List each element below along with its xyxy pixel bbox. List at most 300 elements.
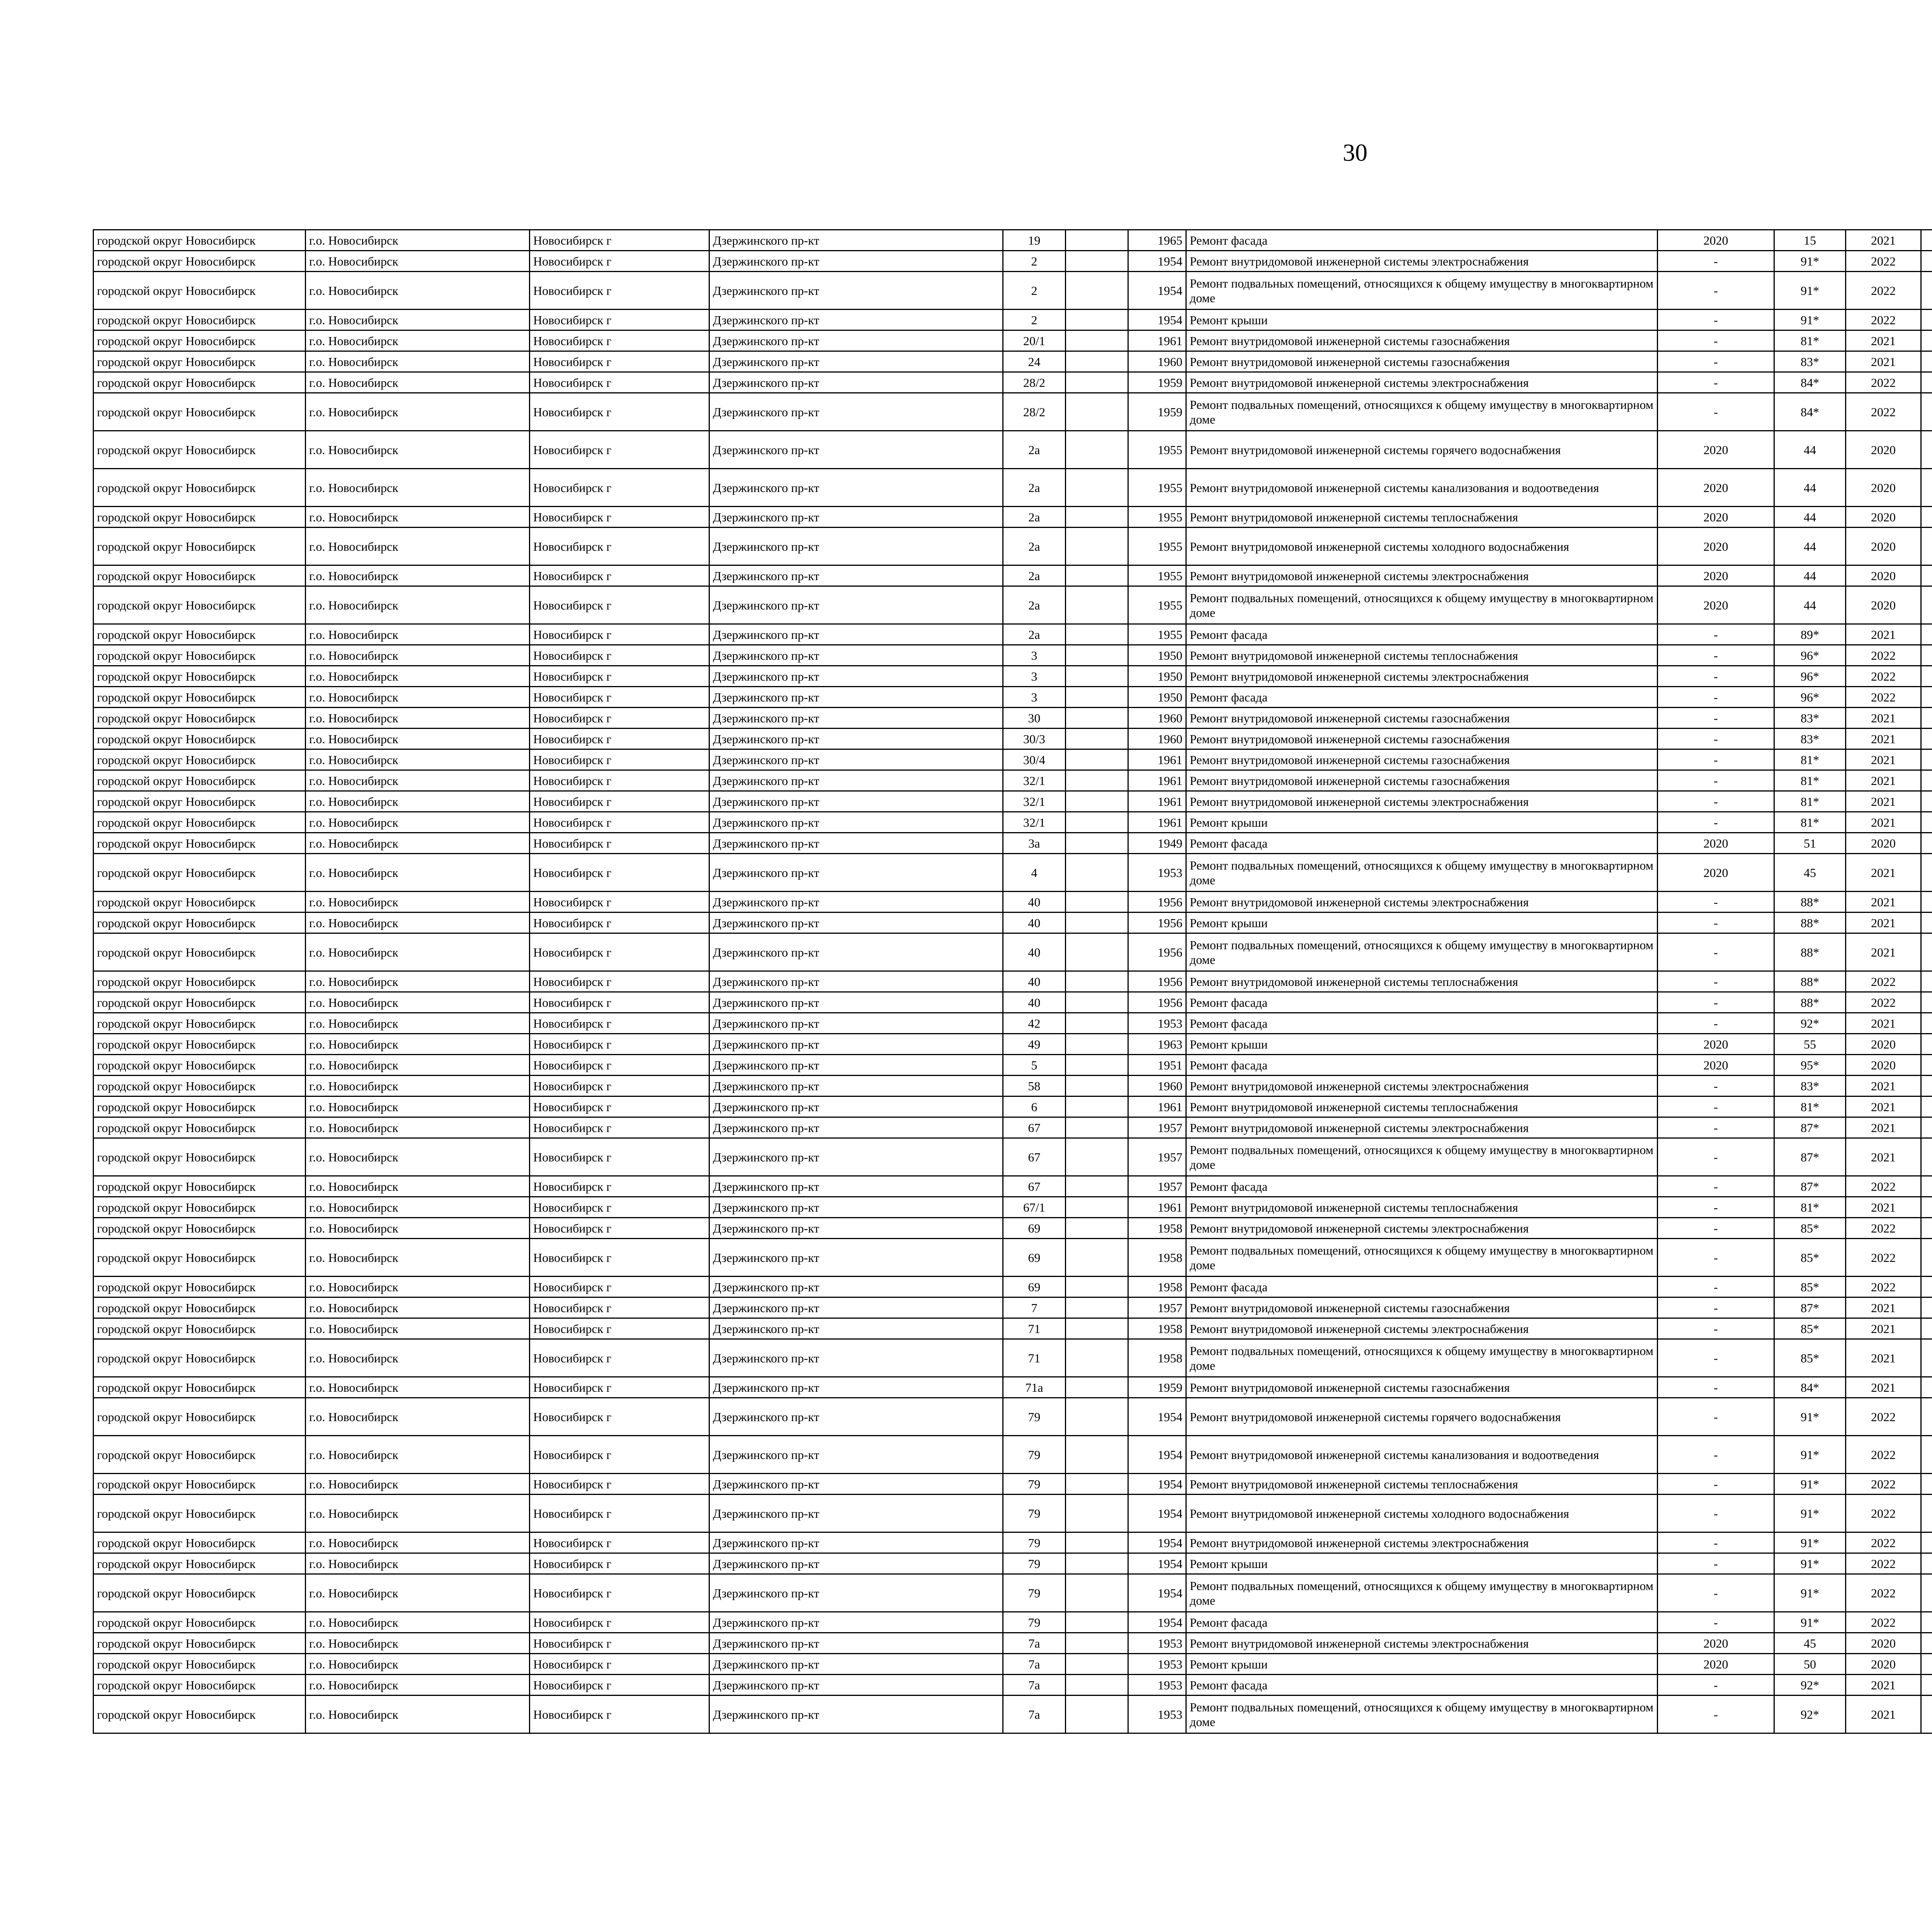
cell-start-year: 2022 xyxy=(1846,310,1921,330)
cell-build-year: 1957 xyxy=(1128,1176,1186,1197)
cell-plan-year: - xyxy=(1658,892,1774,913)
cell-settlement: г.о. Новосибирск xyxy=(306,272,530,310)
cell-municipality: городской округ Новосибирск xyxy=(94,469,306,507)
table-row xyxy=(94,1318,1932,1339)
cell-build-year: 1960 xyxy=(1128,729,1186,749)
cell-start-year: 2022 xyxy=(1846,971,1921,992)
cell-end-year xyxy=(1921,1339,1932,1377)
cell-start-year: 2021 xyxy=(1846,351,1921,372)
cell-end-year xyxy=(1921,1197,1932,1218)
cell-street: Дзержинского пр-кт xyxy=(709,507,1003,528)
cell-locality: Новосибирск г xyxy=(530,1277,709,1297)
cell-locality: Новосибирск г xyxy=(530,330,709,351)
cell-settlement: г.о. Новосибирск xyxy=(306,1218,530,1239)
cell-build-year: 1954 xyxy=(1128,272,1186,310)
cell-start-year: 2020 xyxy=(1846,469,1921,507)
cell-wear: 85* xyxy=(1774,1318,1846,1339)
cell-build-year: 1959 xyxy=(1128,372,1186,393)
cell-building xyxy=(1066,892,1128,913)
cell-plan-year: - xyxy=(1658,251,1774,272)
cell-build-year: 1954 xyxy=(1128,310,1186,330)
cell-work-type: Ремонт крыши xyxy=(1186,310,1658,330)
cell-end-year xyxy=(1921,251,1932,272)
cell-locality: Новосибирск г xyxy=(530,992,709,1013)
cell-settlement: г.о. Новосибирск xyxy=(306,1239,530,1277)
table-row xyxy=(94,913,1932,933)
cell-wear: 85* xyxy=(1774,1239,1846,1277)
cell-house-number: 20/1 xyxy=(1003,330,1066,351)
cell-street: Дзержинского пр-кт xyxy=(709,812,1003,833)
cell-municipality: городской округ Новосибирск xyxy=(94,892,306,913)
cell-settlement: г.о. Новосибирск xyxy=(306,933,530,971)
cell-start-year: 2020 xyxy=(1846,431,1921,469)
cell-street: Дзержинского пр-кт xyxy=(709,1532,1003,1553)
table-row xyxy=(94,1696,1932,1733)
cell-locality: Новосибирск г xyxy=(530,1474,709,1495)
cell-municipality: городской округ Новосибирск xyxy=(94,1176,306,1197)
cell-house-number: 3а xyxy=(1003,833,1066,854)
cell-house-number: 7а xyxy=(1003,1675,1066,1696)
cell-street: Дзержинского пр-кт xyxy=(709,1612,1003,1633)
cell-house-number: 7 xyxy=(1003,1297,1066,1318)
table-row xyxy=(94,770,1932,791)
cell-plan-year: - xyxy=(1658,749,1774,770)
cell-locality: Новосибирск г xyxy=(530,1055,709,1076)
cell-house-number: 79 xyxy=(1003,1474,1066,1495)
cell-locality: Новосибирск г xyxy=(530,892,709,913)
cell-work-type: Ремонт фасада xyxy=(1186,1013,1658,1034)
cell-start-year: 2022 xyxy=(1846,992,1921,1013)
cell-building xyxy=(1066,708,1128,729)
cell-plan-year: - xyxy=(1658,992,1774,1013)
cell-street: Дзержинского пр-кт xyxy=(709,729,1003,749)
table-row xyxy=(94,1076,1932,1096)
cell-municipality: городской округ Новосибирск xyxy=(94,310,306,330)
cell-work-type: Ремонт подвальных помещений, относящихся к общему имуществу в многоквартирном доме xyxy=(1186,393,1658,431)
cell-building xyxy=(1066,1532,1128,1553)
cell-build-year: 1960 xyxy=(1128,708,1186,729)
cell-street: Дзержинского пр-кт xyxy=(709,1138,1003,1176)
table-row xyxy=(94,1553,1932,1574)
cell-building xyxy=(1066,1055,1128,1076)
cell-build-year: 1957 xyxy=(1128,1117,1186,1138)
cell-building xyxy=(1066,431,1128,469)
cell-municipality: городской округ Новосибирск xyxy=(94,812,306,833)
cell-end-year xyxy=(1921,749,1932,770)
cell-house-number: 3 xyxy=(1003,666,1066,687)
cell-wear: 84* xyxy=(1774,1377,1846,1398)
cell-house-number: 2 xyxy=(1003,272,1066,310)
cell-work-type: Ремонт внутридомовой инженерной системы теплоснабжения xyxy=(1186,1474,1658,1495)
cell-build-year: 1961 xyxy=(1128,770,1186,791)
cell-work-type: Ремонт внутридомовой инженерной системы электроснабжения xyxy=(1186,251,1658,272)
cell-house-number: 32/1 xyxy=(1003,791,1066,812)
table-row xyxy=(94,431,1932,469)
cell-start-year: 2021 xyxy=(1846,854,1921,892)
cell-street: Дзержинского пр-кт xyxy=(709,272,1003,310)
cell-work-type: Ремонт внутридомовой инженерной системы теплоснабжения xyxy=(1186,971,1658,992)
cell-start-year: 2022 xyxy=(1846,393,1921,431)
cell-settlement: г.о. Новосибирск xyxy=(306,507,530,528)
cell-work-type: Ремонт фасада xyxy=(1186,1176,1658,1197)
cell-wear: 45 xyxy=(1774,1633,1846,1654)
table-row xyxy=(94,729,1932,749)
cell-end-year xyxy=(1921,1532,1932,1553)
cell-wear: 85* xyxy=(1774,1218,1846,1239)
cell-plan-year: - xyxy=(1658,1339,1774,1377)
cell-municipality: городской округ Новосибирск xyxy=(94,791,306,812)
cell-settlement: г.о. Новосибирск xyxy=(306,913,530,933)
cell-build-year: 1956 xyxy=(1128,913,1186,933)
cell-end-year xyxy=(1921,1013,1932,1034)
cell-settlement: г.о. Новосибирск xyxy=(306,1633,530,1654)
cell-building xyxy=(1066,812,1128,833)
cell-building xyxy=(1066,854,1128,892)
cell-start-year: 2022 xyxy=(1846,687,1921,708)
cell-locality: Новосибирск г xyxy=(530,1675,709,1696)
cell-plan-year: - xyxy=(1658,1297,1774,1318)
cell-build-year: 1961 xyxy=(1128,812,1186,833)
cell-settlement: г.о. Новосибирск xyxy=(306,251,530,272)
cell-street: Дзержинского пр-кт xyxy=(709,431,1003,469)
cell-settlement: г.о. Новосибирск xyxy=(306,565,530,586)
cell-building xyxy=(1066,310,1128,330)
cell-work-type: Ремонт внутридомовой инженерной системы газоснабжения xyxy=(1186,708,1658,729)
table-row xyxy=(94,1096,1932,1117)
cell-settlement: г.о. Новосибирск xyxy=(306,1696,530,1733)
cell-start-year: 2020 xyxy=(1846,528,1921,565)
cell-locality: Новосибирск г xyxy=(530,687,709,708)
cell-end-year xyxy=(1921,1574,1932,1612)
table-row xyxy=(94,251,1932,272)
cell-street: Дзержинского пр-кт xyxy=(709,1117,1003,1138)
cell-house-number: 40 xyxy=(1003,913,1066,933)
cell-street: Дзержинского пр-кт xyxy=(709,1398,1003,1436)
cell-start-year: 2021 xyxy=(1846,1297,1921,1318)
cell-wear: 51 xyxy=(1774,833,1846,854)
cell-building xyxy=(1066,913,1128,933)
cell-municipality: городской округ Новосибирск xyxy=(94,230,306,251)
cell-house-number: 58 xyxy=(1003,1076,1066,1096)
cell-street: Дзержинского пр-кт xyxy=(709,393,1003,431)
cell-locality: Новосибирск г xyxy=(530,791,709,812)
cell-settlement: г.о. Новосибирск xyxy=(306,1675,530,1696)
table-row xyxy=(94,1675,1932,1696)
cell-work-type: Ремонт внутридомовой инженерной системы электроснабжения xyxy=(1186,1633,1658,1654)
cell-locality: Новосибирск г xyxy=(530,749,709,770)
cell-wear: 44 xyxy=(1774,507,1846,528)
table-row xyxy=(94,1532,1932,1553)
cell-plan-year: - xyxy=(1658,272,1774,310)
cell-settlement: г.о. Новосибирск xyxy=(306,1532,530,1553)
cell-wear: 91* xyxy=(1774,1574,1846,1612)
cell-settlement: г.о. Новосибирск xyxy=(306,1553,530,1574)
cell-work-type: Ремонт внутридомовой инженерной системы теплоснабжения xyxy=(1186,1096,1658,1117)
page-number: 30 xyxy=(1343,139,1367,166)
cell-municipality: городской округ Новосибирск xyxy=(94,586,306,624)
cell-build-year: 1956 xyxy=(1128,892,1186,913)
cell-locality: Новосибирск г xyxy=(530,971,709,992)
cell-start-year: 2020 xyxy=(1846,565,1921,586)
cell-start-year: 2022 xyxy=(1846,1218,1921,1239)
cell-start-year: 2022 xyxy=(1846,1553,1921,1574)
cell-house-number: 69 xyxy=(1003,1277,1066,1297)
cell-building xyxy=(1066,1654,1128,1675)
cell-house-number: 79 xyxy=(1003,1436,1066,1474)
cell-end-year xyxy=(1921,933,1932,971)
cell-plan-year: - xyxy=(1658,1176,1774,1197)
table-row xyxy=(94,1055,1932,1076)
cell-settlement: г.о. Новосибирск xyxy=(306,372,530,393)
cell-plan-year: - xyxy=(1658,1377,1774,1398)
cell-house-number: 6 xyxy=(1003,1096,1066,1117)
cell-municipality: городской округ Новосибирск xyxy=(94,1612,306,1633)
table-row xyxy=(94,1377,1932,1398)
cell-street: Дзержинского пр-кт xyxy=(709,1297,1003,1318)
cell-locality: Новосибирск г xyxy=(530,1398,709,1436)
cell-street: Дзержинского пр-кт xyxy=(709,1318,1003,1339)
cell-build-year: 1956 xyxy=(1128,971,1186,992)
cell-building xyxy=(1066,351,1128,372)
cell-wear: 83* xyxy=(1774,351,1846,372)
cell-house-number: 67 xyxy=(1003,1117,1066,1138)
cell-build-year: 1954 xyxy=(1128,251,1186,272)
cell-end-year xyxy=(1921,812,1932,833)
cell-street: Дзержинского пр-кт xyxy=(709,933,1003,971)
cell-municipality: городской округ Новосибирск xyxy=(94,1239,306,1277)
cell-building xyxy=(1066,1117,1128,1138)
cell-plan-year: - xyxy=(1658,708,1774,729)
cell-wear: 91* xyxy=(1774,1553,1846,1574)
cell-wear: 91* xyxy=(1774,1436,1846,1474)
cell-building xyxy=(1066,1197,1128,1218)
cell-end-year xyxy=(1921,1495,1932,1532)
cell-building xyxy=(1066,729,1128,749)
cell-work-type: Ремонт подвальных помещений, относящихся к общему имуществу в многоквартирном доме xyxy=(1186,933,1658,971)
table-row xyxy=(94,854,1932,892)
cell-settlement: г.о. Новосибирск xyxy=(306,833,530,854)
cell-plan-year: 2020 xyxy=(1658,565,1774,586)
cell-street: Дзержинского пр-кт xyxy=(709,854,1003,892)
cell-build-year: 1959 xyxy=(1128,1377,1186,1398)
cell-building xyxy=(1066,1339,1128,1377)
cell-end-year xyxy=(1921,1176,1932,1197)
cell-wear: 81* xyxy=(1774,1096,1846,1117)
cell-building xyxy=(1066,1612,1128,1633)
table-row xyxy=(94,1277,1932,1297)
cell-work-type: Ремонт внутридомовой инженерной системы газоснабжения xyxy=(1186,1377,1658,1398)
cell-street: Дзержинского пр-кт xyxy=(709,1495,1003,1532)
table-row xyxy=(94,992,1932,1013)
cell-street: Дзержинского пр-кт xyxy=(709,791,1003,812)
cell-build-year: 1956 xyxy=(1128,992,1186,1013)
cell-street: Дзержинского пр-кт xyxy=(709,708,1003,729)
cell-plan-year: - xyxy=(1658,372,1774,393)
cell-work-type: Ремонт внутридомовой инженерной системы газоснабжения xyxy=(1186,351,1658,372)
cell-building xyxy=(1066,372,1128,393)
cell-locality: Новосибирск г xyxy=(530,1532,709,1553)
cell-plan-year: - xyxy=(1658,933,1774,971)
cell-locality: Новосибирск г xyxy=(530,770,709,791)
cell-start-year: 2022 xyxy=(1846,666,1921,687)
cell-build-year: 1960 xyxy=(1128,351,1186,372)
cell-settlement: г.о. Новосибирск xyxy=(306,1654,530,1675)
cell-build-year: 1959 xyxy=(1128,393,1186,431)
cell-building xyxy=(1066,1574,1128,1612)
cell-street: Дзержинского пр-кт xyxy=(709,1277,1003,1297)
cell-municipality: городской округ Новосибирск xyxy=(94,1696,306,1733)
cell-wear: 81* xyxy=(1774,330,1846,351)
cell-locality: Новосибирск г xyxy=(530,230,709,251)
cell-building xyxy=(1066,1436,1128,1474)
cell-settlement: г.о. Новосибирск xyxy=(306,469,530,507)
cell-street: Дзержинского пр-кт xyxy=(709,1553,1003,1574)
cell-street: Дзержинского пр-кт xyxy=(709,1176,1003,1197)
cell-work-type: Ремонт подвальных помещений, относящихся к общему имуществу в многоквартирном доме xyxy=(1186,1696,1658,1733)
cell-work-type: Ремонт внутридомовой инженерной системы теплоснабжения xyxy=(1186,1197,1658,1218)
cell-build-year: 1951 xyxy=(1128,1055,1186,1076)
cell-street: Дзержинского пр-кт xyxy=(709,645,1003,666)
cell-street: Дзержинского пр-кт xyxy=(709,892,1003,913)
table-row xyxy=(94,892,1932,913)
cell-locality: Новосибирск г xyxy=(530,351,709,372)
cell-municipality: городской округ Новосибирск xyxy=(94,1096,306,1117)
cell-building xyxy=(1066,791,1128,812)
cell-municipality: городской округ Новосибирск xyxy=(94,933,306,971)
cell-locality: Новосибирск г xyxy=(530,1197,709,1218)
cell-house-number: 40 xyxy=(1003,933,1066,971)
cell-wear: 91* xyxy=(1774,1612,1846,1633)
cell-street: Дзержинского пр-кт xyxy=(709,230,1003,251)
cell-end-year xyxy=(1921,351,1932,372)
cell-wear: 95* xyxy=(1774,1055,1846,1076)
cell-locality: Новосибирск г xyxy=(530,1612,709,1633)
cell-build-year: 1957 xyxy=(1128,1138,1186,1176)
cell-start-year: 2020 xyxy=(1846,1654,1921,1675)
table-row xyxy=(94,1034,1932,1055)
cell-settlement: г.о. Новосибирск xyxy=(306,708,530,729)
cell-street: Дзержинского пр-кт xyxy=(709,1218,1003,1239)
cell-plan-year: - xyxy=(1658,1138,1774,1176)
table-row xyxy=(94,230,1932,251)
cell-work-type: Ремонт крыши xyxy=(1186,1553,1658,1574)
cell-build-year: 1961 xyxy=(1128,330,1186,351)
cell-settlement: г.о. Новосибирск xyxy=(306,749,530,770)
cell-start-year: 2021 xyxy=(1846,1138,1921,1176)
cell-street: Дзержинского пр-кт xyxy=(709,749,1003,770)
cell-start-year: 2020 xyxy=(1846,586,1921,624)
cell-municipality: городской округ Новосибирск xyxy=(94,1654,306,1675)
cell-municipality: городской округ Новосибирск xyxy=(94,729,306,749)
cell-build-year: 1954 xyxy=(1128,1474,1186,1495)
cell-wear: 96* xyxy=(1774,687,1846,708)
cell-start-year: 2022 xyxy=(1846,1277,1921,1297)
cell-end-year xyxy=(1921,770,1932,791)
cell-work-type: Ремонт фасада xyxy=(1186,230,1658,251)
cell-start-year: 2022 xyxy=(1846,272,1921,310)
cell-plan-year: - xyxy=(1658,1436,1774,1474)
cell-work-type: Ремонт внутридомовой инженерной системы горячего водоснабжения xyxy=(1186,431,1658,469)
cell-house-number: 24 xyxy=(1003,351,1066,372)
table-row xyxy=(94,812,1932,833)
cell-street: Дзержинского пр-кт xyxy=(709,351,1003,372)
cell-end-year xyxy=(1921,1398,1932,1436)
cell-build-year: 1954 xyxy=(1128,1398,1186,1436)
cell-plan-year: 2020 xyxy=(1658,1633,1774,1654)
cell-house-number: 2а xyxy=(1003,431,1066,469)
cell-house-number: 2а xyxy=(1003,507,1066,528)
cell-start-year: 2022 xyxy=(1846,1239,1921,1277)
cell-build-year: 1954 xyxy=(1128,1495,1186,1532)
cell-plan-year: - xyxy=(1658,1696,1774,1733)
cell-plan-year: - xyxy=(1658,729,1774,749)
cell-build-year: 1956 xyxy=(1128,933,1186,971)
cell-settlement: г.о. Новосибирск xyxy=(306,666,530,687)
cell-locality: Новосибирск г xyxy=(530,393,709,431)
cell-end-year xyxy=(1921,892,1932,913)
cell-start-year: 2021 xyxy=(1846,330,1921,351)
cell-start-year: 2021 xyxy=(1846,791,1921,812)
cell-locality: Новосибирск г xyxy=(530,1096,709,1117)
cell-building xyxy=(1066,330,1128,351)
cell-locality: Новосибирск г xyxy=(530,812,709,833)
cell-start-year: 2021 xyxy=(1846,1076,1921,1096)
cell-end-year xyxy=(1921,1096,1932,1117)
cell-street: Дзержинского пр-кт xyxy=(709,565,1003,586)
table-row xyxy=(94,586,1932,624)
cell-wear: 44 xyxy=(1774,565,1846,586)
cell-plan-year: - xyxy=(1658,1574,1774,1612)
cell-build-year: 1961 xyxy=(1128,791,1186,812)
table-body xyxy=(94,230,1932,1733)
cell-building xyxy=(1066,1218,1128,1239)
cell-locality: Новосибирск г xyxy=(530,1633,709,1654)
cell-street: Дзержинского пр-кт xyxy=(709,586,1003,624)
cell-start-year: 2022 xyxy=(1846,1176,1921,1197)
cell-end-year xyxy=(1921,1553,1932,1574)
cell-plan-year: - xyxy=(1658,1675,1774,1696)
cell-end-year xyxy=(1921,833,1932,854)
cell-locality: Новосибирск г xyxy=(530,431,709,469)
cell-work-type: Ремонт внутридомовой инженерной системы канализования и водоотведения xyxy=(1186,1436,1658,1474)
cell-municipality: городской округ Новосибирск xyxy=(94,708,306,729)
cell-settlement: г.о. Новосибирск xyxy=(306,1096,530,1117)
cell-building xyxy=(1066,1633,1128,1654)
cell-work-type: Ремонт подвальных помещений, относящихся к общему имуществу в многоквартирном доме xyxy=(1186,586,1658,624)
cell-street: Дзержинского пр-кт xyxy=(709,1474,1003,1495)
cell-work-type: Ремонт крыши xyxy=(1186,913,1658,933)
cell-house-number: 4 xyxy=(1003,854,1066,892)
cell-end-year xyxy=(1921,1696,1932,1733)
cell-locality: Новосибирск г xyxy=(530,1117,709,1138)
cell-building xyxy=(1066,933,1128,971)
cell-locality: Новосибирск г xyxy=(530,933,709,971)
cell-end-year xyxy=(1921,1034,1932,1055)
cell-municipality: городской округ Новосибирск xyxy=(94,1474,306,1495)
cell-plan-year: - xyxy=(1658,1318,1774,1339)
cell-settlement: г.о. Новосибирск xyxy=(306,1612,530,1633)
cell-build-year: 1955 xyxy=(1128,528,1186,565)
cell-plan-year: - xyxy=(1658,1495,1774,1532)
cell-settlement: г.о. Новосибирск xyxy=(306,351,530,372)
cell-municipality: городской округ Новосибирск xyxy=(94,687,306,708)
cell-house-number: 42 xyxy=(1003,1013,1066,1034)
cell-plan-year: - xyxy=(1658,1013,1774,1034)
cell-street: Дзержинского пр-кт xyxy=(709,770,1003,791)
cell-street: Дзержинского пр-кт xyxy=(709,1239,1003,1277)
cell-build-year: 1953 xyxy=(1128,1633,1186,1654)
table-row xyxy=(94,971,1932,992)
